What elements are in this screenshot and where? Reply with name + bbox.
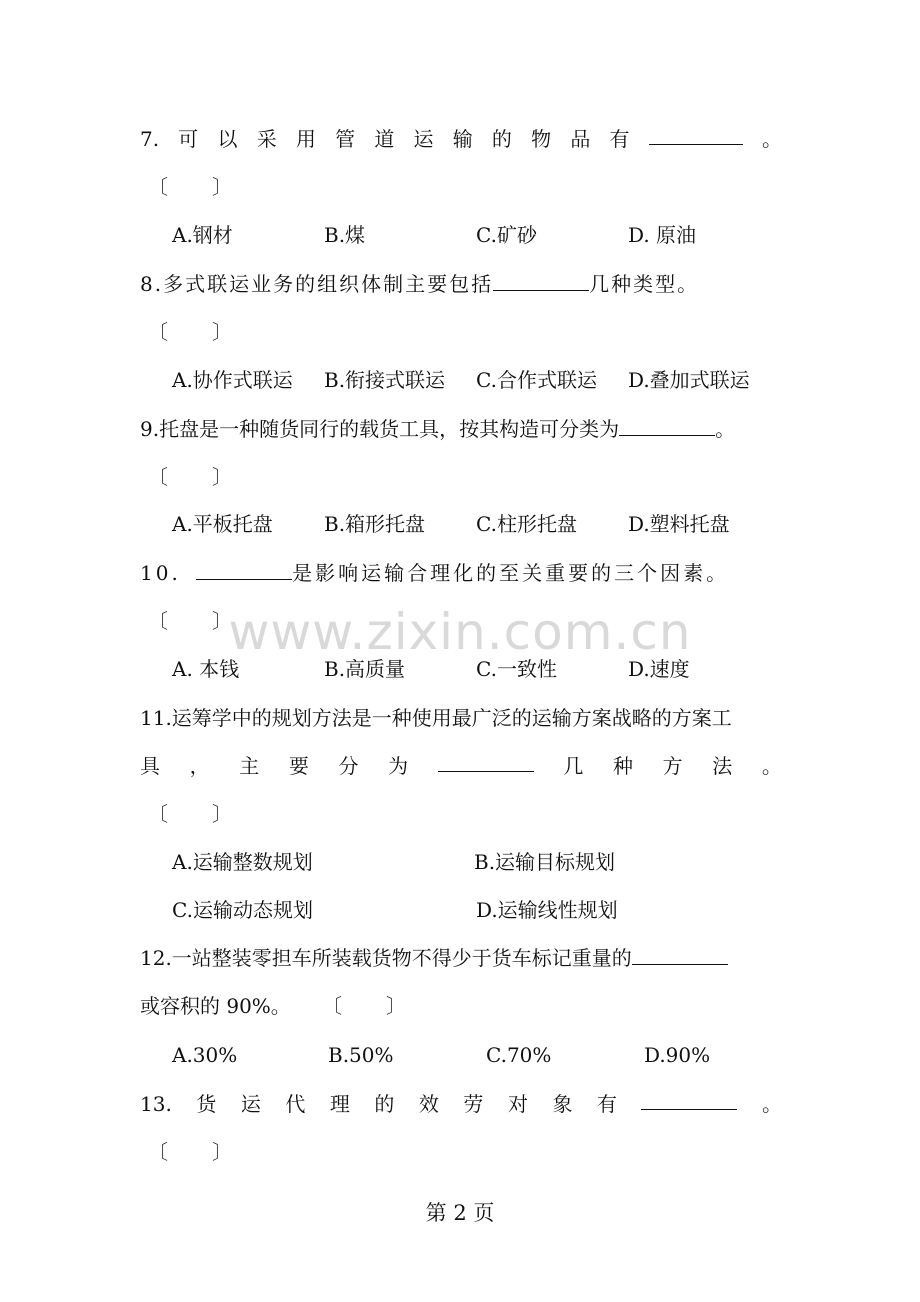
- q8-options: [172, 365, 790, 395]
- q7-char: 的: [491, 127, 512, 151]
- option-b[interactable]: B.箱形托盘: [324, 512, 426, 536]
- bracket-close: 〕: [212, 1140, 232, 1164]
- q7-char: 7.: [140, 127, 160, 151]
- option-c[interactable]: C.合作式联运: [476, 368, 597, 392]
- bracket-open: 〔: [148, 802, 168, 826]
- option-c[interactable]: C.运输动态规划: [172, 898, 313, 922]
- answer-bracket[interactable]: [148, 1137, 232, 1167]
- q7-char: 管: [335, 127, 356, 151]
- bracket-open: 〔: [148, 465, 168, 489]
- q10-stem: [140, 558, 782, 588]
- bracket-open: 〔: [148, 609, 168, 633]
- q13-char: 效: [418, 1092, 439, 1116]
- q11-char: 分: [338, 754, 359, 778]
- q10-options: [172, 654, 790, 684]
- q13-char: 象: [552, 1092, 573, 1116]
- option-d[interactable]: D.90%: [644, 1043, 711, 1067]
- q10-number: 10.: [140, 561, 181, 585]
- q11-char: 要: [288, 754, 309, 778]
- answer-blank[interactable]: [196, 559, 292, 580]
- q7-char: 用: [295, 127, 316, 151]
- bracket-close: 〕: [212, 802, 232, 826]
- option-c[interactable]: C.70%: [486, 1043, 552, 1067]
- q11-char: ，: [189, 754, 210, 778]
- q12-text-2: 或容积的 90%。: [140, 994, 291, 1018]
- q11-text: 11.运筹学中的规划方法是一种使用最广泛的运输方案战略的方案工: [140, 706, 732, 730]
- q7-options: [172, 220, 790, 250]
- q11-stem-line1: [140, 703, 782, 733]
- bracket-close: 〕: [212, 175, 232, 199]
- q9-end: 。: [715, 417, 736, 441]
- q11-char: 具: [140, 754, 160, 778]
- option-a[interactable]: A.30%: [172, 1043, 238, 1067]
- q13-char: 理: [329, 1092, 350, 1116]
- option-a[interactable]: A.平板托盘: [172, 512, 273, 536]
- option-b[interactable]: B.高质量: [324, 657, 406, 681]
- q11-char: 主: [239, 754, 260, 778]
- answer-bracket[interactable]: [148, 317, 232, 347]
- option-a[interactable]: A. 本钱: [172, 657, 240, 681]
- option-a[interactable]: A.钢材: [172, 223, 233, 247]
- q11-char: 为: [388, 754, 409, 778]
- q11-char: 种: [613, 754, 633, 778]
- q12-stem-line1: [140, 943, 782, 973]
- q13-char: 13.: [140, 1092, 172, 1116]
- bracket-open: 〔: [148, 320, 168, 344]
- bracket-open: 〔: [322, 994, 342, 1018]
- q9-stem: [140, 414, 782, 444]
- bracket-open: 〔: [148, 1140, 168, 1164]
- bracket-close: 〕: [212, 465, 232, 489]
- page-number: 第 2 页: [425, 1201, 495, 1225]
- option-d[interactable]: D.速度: [628, 657, 690, 681]
- q13-char: 运: [240, 1092, 261, 1116]
- option-d[interactable]: D.叠加式联运: [628, 368, 750, 392]
- answer-blank[interactable]: [493, 270, 589, 291]
- q11-options-row2: [172, 895, 790, 925]
- answer-bracket[interactable]: [148, 606, 232, 636]
- answer-bracket[interactable]: [148, 799, 232, 829]
- option-d[interactable]: D.运输线性规划: [476, 898, 618, 922]
- bracket-open: 〔: [148, 175, 168, 199]
- q8-text: 8.多式联运业务的组织体制主要包括: [140, 272, 494, 296]
- q13-char: 有: [596, 1092, 617, 1116]
- option-d[interactable]: D.塑料托盘: [628, 512, 730, 536]
- option-a[interactable]: A.运输整数规划: [172, 850, 313, 874]
- q13-char: 对: [507, 1092, 528, 1116]
- q11-char: 方: [662, 754, 683, 778]
- q12-stem-line2: [140, 991, 291, 1021]
- q12-text: 12.一站整装零担车所装载货物不得少于货车标记重量的: [140, 946, 632, 970]
- q13-char: 代: [285, 1092, 306, 1116]
- q13-stem: [140, 1089, 782, 1119]
- q7-char: 道: [374, 127, 395, 151]
- q13-char: 的: [374, 1092, 395, 1116]
- q12-options: [172, 1040, 790, 1070]
- bracket-close: 〕: [212, 609, 232, 633]
- option-b[interactable]: B.50%: [328, 1043, 394, 1067]
- option-b[interactable]: B.运输目标规划: [474, 850, 616, 874]
- option-c[interactable]: C.一致性: [476, 657, 557, 681]
- bracket-close: 〕: [212, 320, 232, 344]
- q7-char: 有: [609, 127, 630, 151]
- q11-options-row1: [172, 847, 790, 877]
- answer-blank[interactable]: [438, 751, 534, 772]
- q11-char: 。: [761, 754, 782, 778]
- q7-char: 以: [217, 127, 238, 151]
- q9-options: [172, 509, 790, 539]
- option-d[interactable]: D. 原油: [628, 223, 697, 247]
- option-c[interactable]: C.柱形托盘: [476, 512, 577, 536]
- option-b[interactable]: B.衔接式联运: [324, 368, 446, 392]
- q10-after: 是影响运输合理化的至关重要的三个因素。: [292, 561, 730, 585]
- option-a[interactable]: A.协作式联运: [172, 368, 293, 392]
- answer-blank[interactable]: [649, 124, 743, 145]
- q9-text: 9.托盘是一种随货同行的载货工具，按其构造可分类为: [140, 417, 620, 441]
- q11-stem-line2: [140, 751, 782, 781]
- q7-char: 输: [452, 127, 473, 151]
- q11-char: 法: [712, 754, 733, 778]
- q7-stem: [140, 124, 782, 154]
- q13-char: 劳: [463, 1092, 484, 1116]
- q7-char: 物: [531, 127, 552, 151]
- q13-char: 货: [196, 1092, 217, 1116]
- q11-char: 几: [563, 754, 584, 778]
- answer-bracket[interactable]: [148, 172, 232, 202]
- q8-stem: [140, 269, 782, 299]
- answer-blank[interactable]: [641, 1089, 737, 1110]
- bracket-close: 〕: [386, 994, 406, 1018]
- q7-char: 可: [178, 127, 199, 151]
- answer-bracket[interactable]: [148, 462, 232, 492]
- q7-char: 采: [256, 127, 277, 151]
- q7-char: 品: [570, 127, 591, 151]
- option-b[interactable]: B.煤: [324, 223, 366, 247]
- q13-end: 。: [762, 1092, 782, 1116]
- answer-blank[interactable]: [619, 415, 715, 436]
- q7-char: 运: [413, 127, 434, 151]
- answer-blank[interactable]: [632, 944, 728, 965]
- watermark: www.zixin.com.cn: [228, 603, 692, 661]
- answer-bracket[interactable]: [322, 991, 406, 1021]
- q7-end: 。: [761, 127, 782, 151]
- option-c[interactable]: C.矿砂: [476, 223, 537, 247]
- q8-after: 几种类型。: [589, 272, 700, 296]
